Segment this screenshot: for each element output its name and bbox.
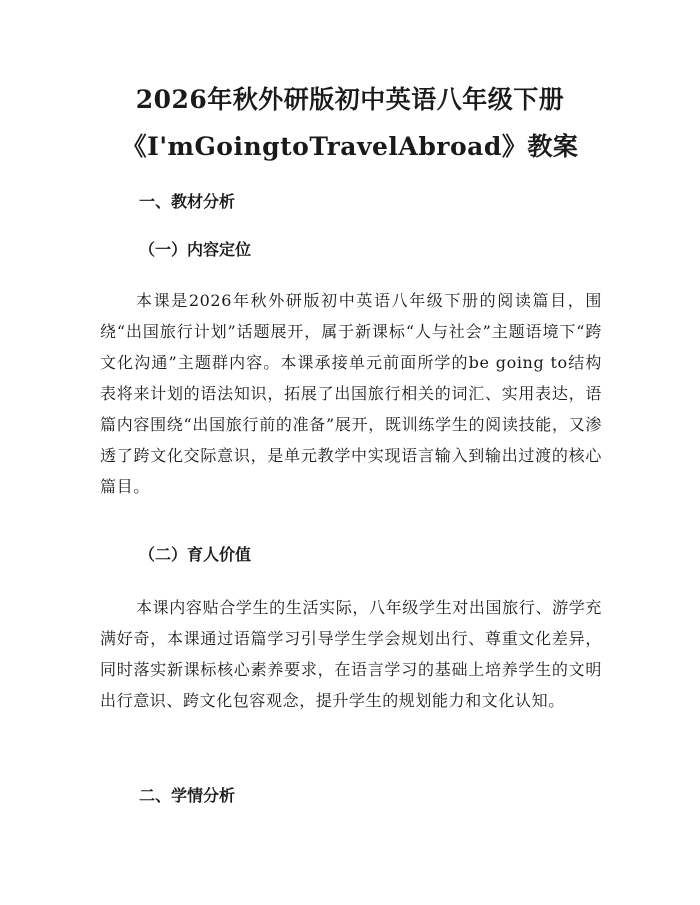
section-heading-textbook-analysis: 一、教材分析 [139, 192, 236, 211]
document-title-line-2: 《I'mGoingtoTravelAbroad》教案 [121, 132, 579, 161]
section-heading-learner-analysis: 二、学情分析 [139, 786, 236, 805]
paragraph-content-positioning: 本课是2026年秋外研版初中英语八年级下册的阅读篇目，围绕“出国旅行计划”话题展开，属于新课标“人与社会”主题语境下“跨文化沟通”主题群内容。本课承接单元前面所学的be going to结构表将来计划的语法知识，拓展了出国旅行相关的词汇、实用表达，语篇内容围绕“出国旅行前的准备”展开，既训练学生的阅读技能，又渗透了跨文化交际意识，是单元教学中实现语言输入到输出过渡的核心篇目。 [100, 291, 602, 496]
paragraph-educational-value: 本课内容贴合学生的生活实际，八年级学生对出国旅行、游学充满好奇，本课通过语篇学习引导学生学会规划出行、尊重文化差异，同时落实新课标核心素养要求，在语言学习的基础上培养学生的文明出行意识、跨文化包容观念，提升学生的规划能力和文化认知。 [100, 598, 602, 710]
subsection-heading-content-positioning: （一）内容定位 [139, 240, 252, 259]
document-title-line-1: 2026年秋外研版初中英语八年级下册 [135, 85, 565, 114]
subsection-heading-educational-value: （二）育人价值 [139, 545, 252, 564]
